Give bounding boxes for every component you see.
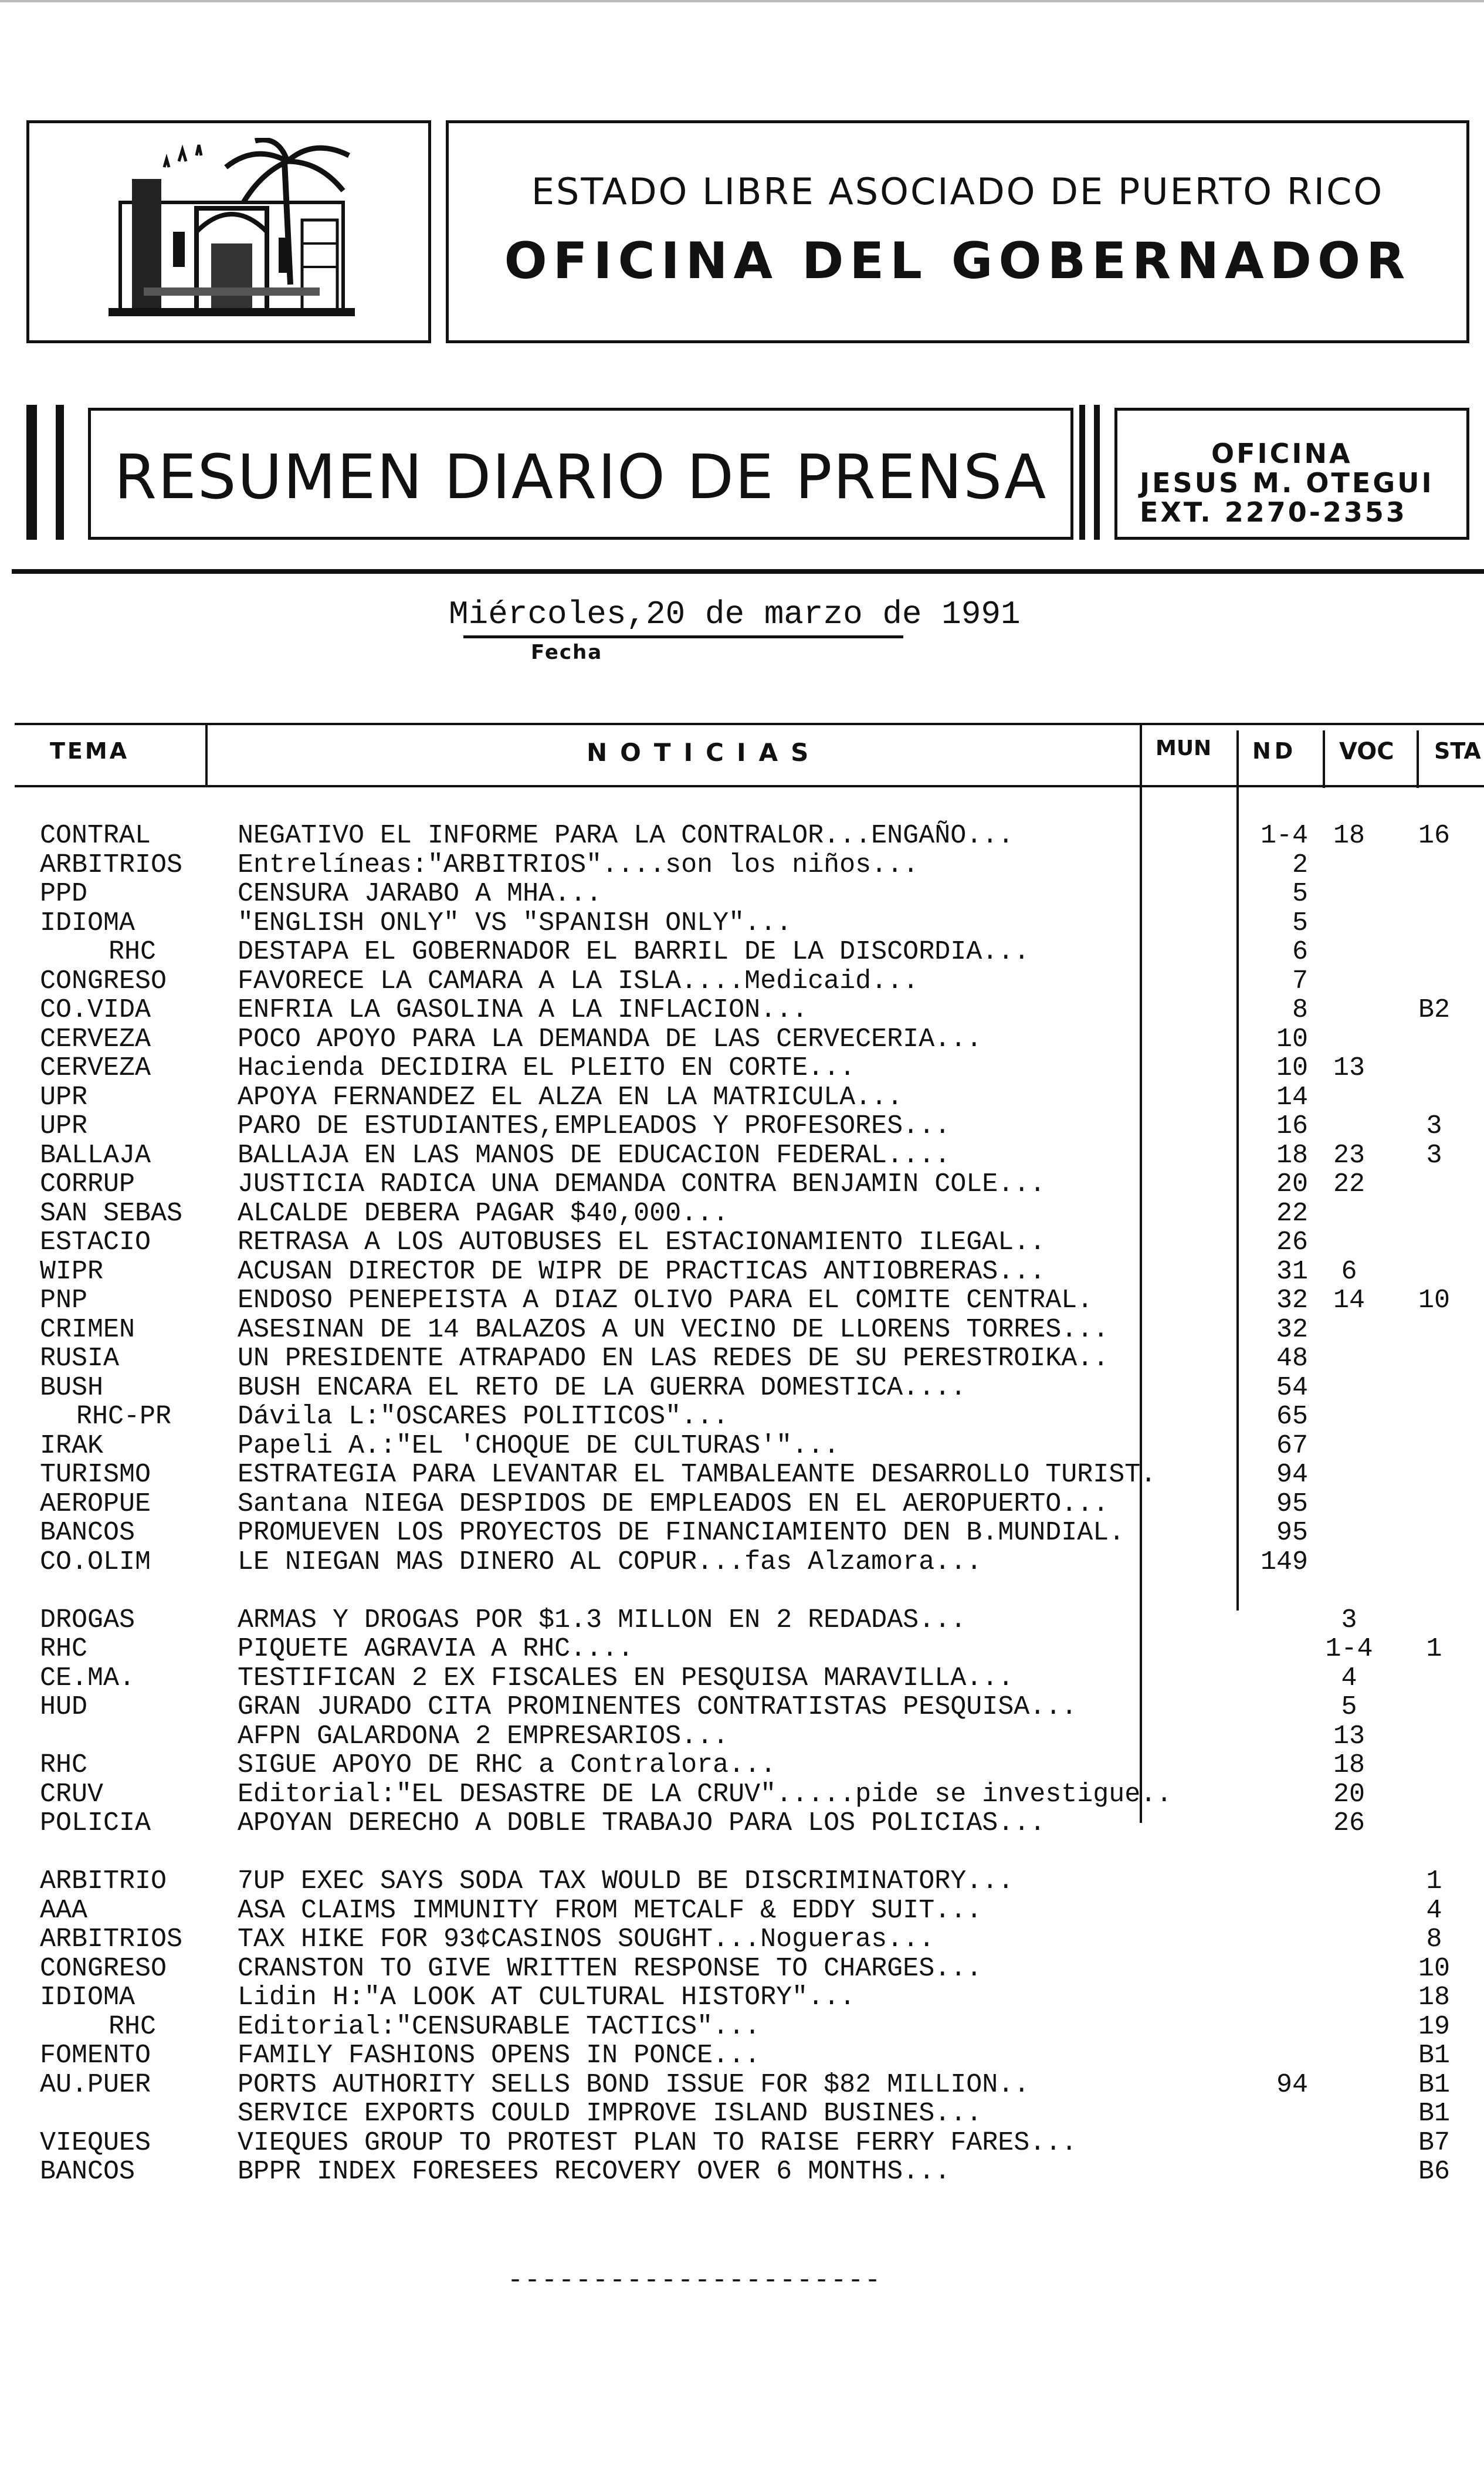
row-voc: 5: [1341, 1692, 1357, 1722]
report-date: Miércoles,20 de marzo de 1991: [449, 596, 1021, 633]
row-noticia: PORTS AUTHORITY SELLS BOND ISSUE FOR $82 MILLION..: [238, 2069, 1030, 2100]
row-noticia: ARMAS Y DROGAS POR $1.3 MILLON EN 2 REDADAS...: [238, 1605, 967, 1635]
row-tema: BUSH: [40, 1372, 104, 1403]
table-row: [0, 1896, 1484, 1926]
row-nd: 2: [1292, 850, 1308, 880]
row-nd: 14: [1276, 1082, 1308, 1112]
row-nd: 5: [1292, 879, 1308, 909]
row-nd: 10: [1276, 1024, 1308, 1054]
row-nd: 94: [1276, 1460, 1308, 1490]
row-noticia: Hacienda DECIDIRA EL PLEITO EN CORTE...: [238, 1053, 856, 1083]
row-tema: RUSIA: [40, 1344, 120, 1373]
row-noticia: TESTIFICAN 2 EX FISCALES EN PESQUISA MARAVILLA...: [238, 1663, 1014, 1693]
row-nd: 16: [1276, 1111, 1308, 1141]
table-row: [0, 2012, 1484, 2042]
row-tema: WIPR: [40, 1256, 104, 1287]
row-noticia: Editorial:"CENSURABLE TACTICS"...: [238, 2011, 761, 2042]
row-tema: VIEQUES: [40, 2127, 151, 2158]
row-sta: 1: [1426, 1866, 1442, 1896]
table-row: [0, 1112, 1484, 1141]
seal-box: [26, 120, 431, 343]
row-noticia: 7UP EXEC SAYS SODA TAX WOULD BE DISCRIMINATORY...: [238, 1866, 1014, 1896]
row-noticia: ASESINAN DE 14 BALAZOS A UN VECINO DE LLORENS TORRES...: [238, 1314, 1109, 1345]
table-row: [0, 938, 1484, 967]
row-sta: 10: [1418, 1285, 1450, 1315]
row-tema: ARBITRIO: [40, 1866, 167, 1896]
table-row: [0, 1518, 1484, 1548]
row-tema: BALLAJA: [40, 1140, 151, 1170]
row-nd: 26: [1276, 1227, 1308, 1257]
row-nd: 20: [1276, 1169, 1308, 1199]
column-header-sta: STA: [1434, 738, 1481, 764]
column-divider: [205, 723, 208, 787]
table-row: [0, 1373, 1484, 1403]
row-tema: CONTRAL: [40, 821, 151, 851]
table-row: [0, 1693, 1484, 1722]
row-nd: 32: [1276, 1285, 1308, 1315]
row-tema: PNP: [40, 1285, 88, 1315]
table-row: [0, 821, 1484, 851]
row-voc: 13: [1333, 1721, 1365, 1751]
row-noticia: SIGUE APOYO DE RHC a Contralora...: [238, 1750, 777, 1780]
row-noticia: SERVICE EXPORTS COULD IMPROVE ISLAND BUSINES...: [238, 2099, 982, 2129]
row-nd: 6: [1292, 937, 1308, 967]
row-noticia: NEGATIVO EL INFORME PARA LA CONTRALOR...ENGAÑO...: [238, 821, 1014, 851]
row-tema: DROGAS: [40, 1605, 135, 1635]
table-row: [0, 1983, 1484, 2012]
row-noticia: CRANSTON TO GIVE WRITTEN RESPONSE TO CHARGES...: [238, 1953, 982, 1984]
row-sta: 16: [1418, 821, 1450, 851]
row-sta: 8: [1426, 1924, 1442, 1954]
table-row: [0, 1025, 1484, 1054]
row-tema: CO.VIDA: [40, 995, 151, 1025]
row-noticia: "ENGLISH ONLY" VS "SPANISH ONLY"...: [238, 908, 792, 938]
row-noticia: ACUSAN DIRECTOR DE WIPR DE PRACTICAS ANTIOBRERAS...: [238, 1256, 1046, 1287]
table-row: [0, 1751, 1484, 1780]
table-row: [0, 2041, 1484, 2070]
row-noticia: LE NIEGAN MAS DINERO AL COPUR...fas Alzamora...: [238, 1547, 982, 1577]
row-noticia: RETRASA A LOS AUTOBUSES EL ESTACIONAMIENTO ILEGAL..: [238, 1227, 1046, 1257]
table-row: [0, 2099, 1484, 2129]
row-noticia: ENFRIA LA GASOLINA A LA INFLACION...: [238, 995, 808, 1025]
column-header-voc: VOC: [1339, 738, 1394, 765]
table-row: [0, 1170, 1484, 1199]
row-nd: 10: [1276, 1053, 1308, 1083]
row-noticia: ESTRATEGIA PARA LEVANTAR EL TAMBALEANTE DESARROLLO TURIST.: [238, 1460, 1157, 1490]
office-extension: EXT. 2270-2353: [1140, 496, 1407, 528]
decorative-bar: [1094, 405, 1100, 540]
table-row: [0, 967, 1484, 996]
row-nd: 54: [1276, 1372, 1308, 1403]
table-header-rule: [15, 785, 1484, 787]
table-row: [0, 2070, 1484, 2100]
table-row: [0, 1083, 1484, 1112]
row-voc: 22: [1333, 1169, 1365, 1199]
row-tema: ARBITRIOS: [40, 1924, 183, 1954]
table-row: [0, 1722, 1484, 1751]
row-noticia: Entrelíneas:"ARBITRIOS"....son los niños...: [238, 850, 919, 880]
table-row: [0, 879, 1484, 909]
row-noticia: ENDOSO PENEPEISTA A DIAZ OLIVO PARA EL COMITE CENTRAL.: [238, 1285, 1093, 1315]
row-sta: 10: [1418, 1953, 1450, 1984]
row-tema: IRAK: [40, 1430, 104, 1461]
table-row: [0, 2129, 1484, 2158]
row-noticia: AFPN GALARDONA 2 EMPRESARIOS...: [238, 1721, 729, 1751]
row-noticia: ALCALDE DEBERA PAGAR $40,000...: [238, 1198, 729, 1229]
table-row: [0, 1780, 1484, 1809]
row-noticia: ASA CLAIMS IMMUNITY FROM METCALF & EDDY SUIT...: [238, 1895, 982, 1926]
row-sta: 18: [1418, 1982, 1450, 2012]
row-nd: 31: [1276, 1256, 1308, 1287]
row-noticia: DESTAPA EL GOBERNADOR EL BARRIL DE LA DISCORDIA...: [238, 937, 1030, 967]
row-tema: BANCOS: [40, 1518, 135, 1548]
row-nd: 18: [1276, 1140, 1308, 1170]
table-row: [0, 1228, 1484, 1257]
date-label: Fecha: [531, 641, 603, 664]
table-row: [0, 1867, 1484, 1896]
row-sta: B2: [1418, 995, 1450, 1025]
row-voc: 4: [1341, 1663, 1357, 1693]
table-row: [0, 1286, 1484, 1315]
header-divider: [12, 569, 1484, 574]
table-row: [0, 1402, 1484, 1432]
column-divider: [1417, 730, 1419, 788]
table-row: [0, 1925, 1484, 1954]
decorative-bar: [26, 405, 37, 540]
row-noticia: Dávila L:"OSCARES POLITICOS"...: [238, 1402, 729, 1432]
row-nd: 48: [1276, 1344, 1308, 1373]
row-voc: 26: [1333, 1808, 1365, 1838]
government-name: ESTADO LIBRE ASOCIADO DE PUERTO RICO: [531, 170, 1384, 213]
row-noticia: BPPR INDEX FORESEES RECOVERY OVER 6 MONTHS...: [238, 2157, 951, 2187]
row-sta: B1: [1418, 2069, 1450, 2100]
table-row: [0, 1344, 1484, 1373]
row-tema: RHC: [109, 937, 157, 967]
row-tema: CRIMEN: [40, 1314, 135, 1345]
row-voc: 14: [1333, 1285, 1365, 1315]
row-tema: UPR: [40, 1111, 88, 1141]
table-row: [0, 1141, 1484, 1170]
row-tema: AEROPUE: [40, 1488, 151, 1519]
row-sta: 1: [1426, 1634, 1442, 1664]
table-row: [0, 996, 1484, 1025]
row-noticia: JUSTICIA RADICA UNA DEMANDA CONTRA BENJAMIN COLE...: [238, 1169, 1046, 1199]
row-voc: 13: [1333, 1053, 1365, 1083]
row-tema: POLICIA: [40, 1808, 151, 1838]
row-noticia: Editorial:"EL DESASTRE DE LA CRUV".....pide se investigue..: [238, 1779, 1173, 1809]
row-tema: AAA: [40, 1895, 88, 1926]
row-tema: CONGRESO: [40, 966, 167, 996]
row-noticia: UN PRESIDENTE ATRAPADO EN LAS REDES DE SU PERESTROIKA..: [238, 1344, 1109, 1373]
row-noticia: GRAN JURADO CITA PROMINENTES CONTRATISTAS PESQUISA...: [238, 1692, 1078, 1722]
row-tema: SAN SEBAS: [40, 1198, 183, 1229]
row-tema: CERVEZA: [40, 1024, 151, 1054]
row-tema: HUD: [40, 1692, 88, 1722]
row-noticia: BALLAJA EN LAS MANOS DE EDUCACION FEDERAL....: [238, 1140, 951, 1170]
table-row: [0, 1954, 1484, 1984]
column-header-nd: ND: [1252, 738, 1297, 764]
table-row: [0, 1460, 1484, 1490]
row-noticia: VIEQUES GROUP TO PROTEST PLAN TO RAISE FERRY FARES...: [238, 2127, 1078, 2158]
column-header-noticias: NOTICIAS: [587, 738, 822, 767]
row-noticia: BUSH ENCARA EL RETO DE LA GUERRA DOMESTICA....: [238, 1372, 967, 1403]
row-noticia: APOYAN DERECHO A DOBLE TRABAJO PARA LOS POLICIAS...: [238, 1808, 1046, 1838]
row-tema: ESTACIO: [40, 1227, 151, 1257]
row-noticia: PIQUETE AGRAVIA A RHC....: [238, 1634, 634, 1664]
row-sta: B7: [1418, 2127, 1450, 2158]
row-tema: RHC: [40, 1750, 88, 1780]
row-sta: 4: [1426, 1895, 1442, 1926]
row-sta: B1: [1418, 2099, 1450, 2129]
row-noticia: Lidin H:"A LOOK AT CULTURAL HISTORY"...: [238, 1982, 856, 2012]
decorative-bar: [56, 405, 64, 540]
row-tema: ARBITRIOS: [40, 850, 183, 880]
row-tema: TURISMO: [40, 1460, 151, 1490]
row-tema: PPD: [40, 879, 88, 909]
row-noticia: CENSURA JARABO A MHA...: [238, 879, 602, 909]
row-tema: IDIOMA: [40, 1982, 135, 2012]
header-title-box: [446, 120, 1469, 343]
row-nd: 65: [1276, 1402, 1308, 1432]
row-tema: RHC: [40, 1634, 88, 1664]
table-row: [0, 1809, 1484, 1838]
table-row: [0, 1664, 1484, 1693]
row-noticia: TAX HIKE FOR 93¢CASINOS SOUGHT...Nogueras...: [238, 1924, 935, 1954]
table-row: [0, 1490, 1484, 1519]
row-sta: B1: [1418, 2041, 1450, 2070]
row-voc: 3: [1341, 1605, 1357, 1635]
row-noticia: POCO APOYO PARA LA DEMANDA DE LAS CERVECERIA...: [238, 1024, 982, 1054]
row-tema: CO.OLIM: [40, 1547, 151, 1577]
row-noticia: Papeli A.:"EL 'CHOQUE DE CULTURAS'"...: [238, 1430, 840, 1461]
end-of-list-dashes: ----------------------: [507, 2266, 882, 2296]
row-noticia: APOYA FERNANDEZ EL ALZA EN LA MATRICULA...: [238, 1082, 903, 1112]
row-nd: 95: [1276, 1518, 1308, 1548]
office-name: OFICINA DEL GOBERNADOR: [504, 232, 1411, 290]
fortaleza-seal-icon: [109, 138, 355, 326]
column-header-tema: TEMA: [50, 738, 130, 764]
row-nd: 94: [1276, 2069, 1308, 2100]
row-tema: AU.PUER: [40, 2069, 151, 2100]
row-tema: RHC: [109, 2011, 157, 2042]
row-voc: 6: [1341, 1256, 1357, 1287]
page-top-edge: [0, 0, 1484, 2]
table-row: [0, 851, 1484, 880]
row-nd: 22: [1276, 1198, 1308, 1229]
row-tema: CE.MA.: [40, 1663, 135, 1693]
report-title-box: [88, 408, 1073, 540]
row-tema: FOMENTO: [40, 2041, 151, 2070]
column-divider: [1323, 730, 1325, 788]
table-row: [0, 1432, 1484, 1461]
table-row: [0, 1548, 1484, 1577]
row-noticia: PARO DE ESTUDIANTES,EMPLEADOS Y PROFESORES...: [238, 1111, 951, 1141]
row-nd: 8: [1292, 995, 1308, 1025]
row-sta: 3: [1426, 1111, 1442, 1141]
table-row: [0, 1635, 1484, 1664]
row-noticia: Santana NIEGA DESPIDOS DE EMPLEADOS EN EL AEROPUERTO...: [238, 1488, 1109, 1519]
row-nd: 149: [1260, 1547, 1308, 1577]
row-nd: 5: [1292, 908, 1308, 938]
row-voc: 18: [1333, 1750, 1365, 1780]
table-row: [0, 909, 1484, 938]
row-nd: 32: [1276, 1314, 1308, 1345]
office-contact-box: [1114, 408, 1469, 540]
row-tema: IDIOMA: [40, 908, 135, 938]
row-sta: 19: [1418, 2011, 1450, 2042]
table-row: [0, 1606, 1484, 1635]
row-voc: 1-4: [1325, 1634, 1373, 1664]
report-title: RESUMEN DIARIO DE PRENSA: [114, 441, 1048, 513]
row-tema: RHC-PR: [76, 1402, 172, 1432]
row-tema: UPR: [40, 1082, 88, 1112]
row-sta: B6: [1418, 2157, 1450, 2187]
row-tema: CERVEZA: [40, 1053, 151, 1083]
office-contact-name: JESUS M. OTEGUI: [1140, 467, 1434, 499]
column-header-mun: MUN: [1156, 736, 1212, 760]
table-row: [0, 1315, 1484, 1345]
table-row: [0, 1054, 1484, 1083]
row-nd: 1-4: [1260, 821, 1308, 851]
row-noticia: FAMILY FASHIONS OPENS IN PONCE...: [238, 2041, 761, 2070]
row-voc: 18: [1333, 821, 1365, 851]
row-noticia: FAVORECE LA CAMARA A LA ISLA....Medicaid...: [238, 966, 919, 996]
row-tema: CRUV: [40, 1779, 104, 1809]
office-label: OFICINA: [1211, 438, 1353, 469]
row-nd: 7: [1292, 966, 1308, 996]
table-row: [0, 2157, 1484, 2187]
row-voc: 23: [1333, 1140, 1365, 1170]
row-tema: CONGRESO: [40, 1953, 167, 1984]
date-underline: [463, 635, 903, 638]
row-nd: 67: [1276, 1430, 1308, 1461]
table-row: [0, 1257, 1484, 1287]
row-nd: 95: [1276, 1488, 1308, 1519]
table-top-rule: [15, 723, 1484, 725]
row-voc: 20: [1333, 1779, 1365, 1809]
row-sta: 3: [1426, 1140, 1442, 1170]
row-noticia: PROMUEVEN LOS PROYECTOS DE FINANCIAMIENTO DEN B.MUNDIAL.: [238, 1518, 1125, 1548]
row-tema: BANCOS: [40, 2157, 135, 2187]
decorative-bar: [1079, 405, 1085, 540]
table-row: [0, 1199, 1484, 1229]
row-tema: CORRUP: [40, 1169, 135, 1199]
